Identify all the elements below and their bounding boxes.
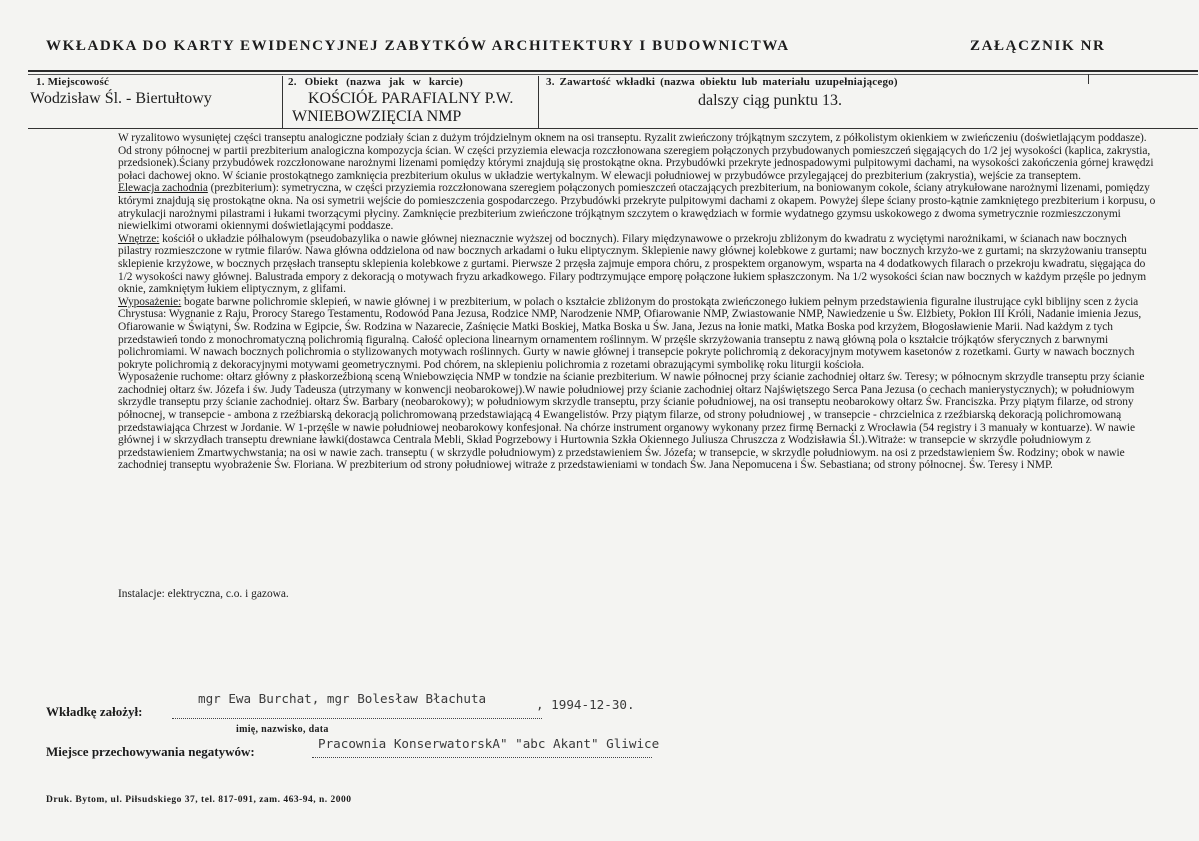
heading-elewacja: Elewacja zachodnia: [118, 182, 208, 195]
object-label: 2. Obiekt (nazwa jak w karcie): [288, 76, 464, 88]
heading-wnetrze: Wnętrze:: [118, 232, 160, 245]
object-value-line1: KOŚCIÓŁ PARAFIALNY P.W.: [308, 90, 514, 107]
header-bottom-rule: [28, 128, 1198, 129]
paragraph-elewacja: [118, 182, 1158, 232]
document-title: WKŁADKA DO KARTY EWIDENCYJNEJ ZABYTKÓW ARCHITEKTURY I BUDOWNICTWA: [46, 38, 790, 54]
annex-label: ZAŁĄCZNIK NR: [970, 38, 1106, 54]
established-value: mgr Ewa Burchat, mgr Bolesław Błachuta: [198, 691, 487, 706]
top-rule: [28, 70, 1198, 72]
object-value-line2: WNIEBOWZIĘCIA NMP: [292, 108, 462, 125]
paragraph-transept: W ryzalitowo wysuniętej części transeptu analogiczne podziały ścian z dużym trójdzielnym oknem na osi transeptu. Ryzalit zwieńczony trójkątnym szczytem, z półkolistym okienkiem w zwieńczeniu (doświetlającym poddasze). Od strony północnej w partii prezbiterium analogiczna kompozycja ścian. W części przyziemia elewacja rozczłonowana szeregiem połączonych przybudowanych pomieszczeń sięgających do 1/2 jej wysokości (kaplica, zakrystia, przedsionek).Ściany przybudówek rozczłonowane narożnymi lizenami pomiędzy którymi znajdują się prostokątne okna. Przybudówki przekryte jednospadowymi pulpitowymi dachami, na wysokości zakończenia górnej krawędzi połaci dachowej okno. W ścianie prostokątnego zamknięcia prezbiterium okulus w układzie wertykalnym. W elewacji południowej w przybudówce przylegającej do prezbiterium (zakrystia), wejście za transeptem.: [118, 132, 1154, 182]
content-field: [546, 76, 1106, 128]
heading-wyposazenie: Wyposażenie:: [118, 295, 182, 308]
storage-dotted-line: [312, 757, 652, 758]
text-elewacja: (prezbiterium): symetryczna, w części przyziemia rozczłonowana szeregiem połączonych pomieszczeń otaczających prezbiterium, na boniowanym cokole, ściany atrykułowane narożnymi lizenami, pomiędzy którymi znajdują się prostokątne okna. Na osi symetrii wejście do pomieszczenia gospodarczego. Przybudówki przekryte pulpitowymi dachami z okapem. Powyżej ślepe ściany prosto-kątnie zamkniętego prezbiterium i korpusu, o atrykulacji narożnymi pilastrami i łukami tworzącymi płyciny. Zamknięcie prezbiterium zwieńczone trójkątnym szczytem o krawędziach w formie wydatnego gzymsu uskokowego z dwoma symetrycznie rozmieszczonymi niewielkimi otworami okiennymi doświetlającymi poddasze.: [118, 182, 1156, 233]
content-label: 3. Zawartość wkładki (nazwa obiektu lub materiału uzupełniającego): [546, 76, 898, 88]
text-wyposazenie: bogate barwne polichromie sklepień, w nawie głównej i w prezbiterium, w polach o kształcie zbliżonym do prostokąta zwieńczonego łukiem pełnym przedstawienia figuralne ilustrujące cykl biblijny scen z życia Chrystusa: Wygnanie z Raju, Prorocy Starego Testamentu, Rodowód Pana Jezusa, Rodzice NMP, Narodzenie NMP, Ofiarowanie NMP, Zwiastowanie NMP, Nawiedzenie u Św. Elżbiety, Pokłon III Króli, Nadanie imienia Jezus, Ofiarowanie w Świątyni, Św. Rodzina w Egipcie, Św. Rodzina w Nazarecie, Zaśnięcie Matki Boskiej, Matka Boska u Św. Jana, Jezus na łonie matki, Matka Boska pod krzyżem, Błogosławienie Marii. Nad każdym z tych przedstawień tondo z monochromatyczną polichromią figuralną. Całość opleciona linearnym ornamentem roślinnym. W przęśle skrzyżowania transeptu z nawą główną pola o kształcie trójkątów sferycznych z barwnymi polichromiami. W nawach bocznych polichromia o stylizowanych motywach roślinnych. Gurty w nawie głównej i transepcie pokryte polichromią z dekoracyjnym motywem kasetonów z rozetkami. Gurty w nawach bocznych pokryte polichromią z dekoracyjnymi motywami geometrycznymi. Pod chórem, na sklepieniu polichromia z rozetami obrazującymi symbolikę roku liturgii kościoła.: [118, 295, 1142, 371]
storage-label: Miejsce przechowywania negatywów:: [46, 744, 255, 759]
location-label: 1. Miejscowość: [36, 76, 110, 88]
printer-note: Druk. Bytom, ul. Piłsudskiego 37, tel. 817-091, zam. 463-94, n. 2000: [46, 795, 352, 805]
paragraph-ruchome: Wyposażenie ruchome: ołtarz główny z płaskorzeźbioną sceną Wniebowzięcia NMP w tondzie na ścianie prezbiterium. W nawie północnej przy ścianie zachodniej ołtarz św. Teresy; w północnym skrzydle transeptu przy ścianie zachodniej ołtarz św. Józefa i św. Judy Tadeusza (utrzymany w konwencji neobarokowej).W nawie południowej przy ścianie zachodniej ołtarz Najświętszego Serca Pana Jezusa (o cechach manierystycznych); w południowym skrzydle transeptu przy ścianie zachodniej. ołtarz Św. Barbary (neobarokowy); w południowym skrzydle transeptu, przy ścianie południowej, na osi transeptu neobarokowy ołtarz Św. Franciszka. Przy piątym filarze, od strony północnej, w transepcie - ambona z rzeźbiarską dekoracją polichromowaną przedstawiającą 4 Ewangelistów. Przy piątym filarze, od strony południowej , w transepcie - chrzcielnica z rzeźbiarską dekoracją polichromowaną przedstawiająca Chrzest w Jordanie. W 1-przęśle w nawie południowej neobarokowy konfesjonał. Na chórze instrument organowy wykonany przez firmę Bernacki z Wrocławia (54 registry i 3 manuały w kontuarze). W nawie głównej i w skrzydłach transeptu drewniane ławki(dostawca Centrala Mebli, Skład Pogrzebowy i Hurtownia Szkła Okiennego Juliusza Chruszcza z Wodzisławia Śl.).Witraże: w transepcie w skrzydle południowym z przedstawieniem Zmartwychwstania; na osi w nawie zach. transeptu ( w skrzydle południowym) z przedstawieniem Św. Józefa; w transepcie, w skrzydle południowym. na osi z przedstawieniem Św. Rodziny; obok w nawie zachodniej transeptu wyobrażenie Św. Floriana. W prezbiterium od strony południowej witraże z przedstawieniami w tondach Św. Jana Nepomucena i Św. Sebastiana; od strony północnej. Św. Teresy i NMP.: [118, 371, 1145, 472]
name-date-caption: imię, nazwisko, data: [236, 724, 329, 735]
established-dotted-line: [172, 718, 542, 719]
object-field: [288, 76, 533, 128]
top-rule-thin: [28, 74, 1198, 75]
storage-value: Pracownia KonserwatorskA" "abc Akant" Gliwice: [318, 736, 660, 751]
paragraph-wyposazenie: [118, 296, 1158, 372]
paragraph-wnetrze: [118, 233, 1158, 296]
description-text: [118, 132, 1158, 472]
installations-text: Instalacje: elektryczna, c.o. i gazowa.: [118, 588, 289, 600]
text-wnetrze: kościół o układzie półhalowym (pseudobazylika o nawie głównej nieznacznie wyższej od bocznych). Filary międzynawowe o przekroju zbliżonym do kwadratu z wyciętymi narożnikami, w ścianach naw bocznych pilastry rozmieszczone w rytmie filarów. Nawa główna oddzielona od naw bocznych arkadami o łuku eliptycznym. Sklepienie nawy głównej kolebkowe z gurtami; naw bocznych krzyżo-we z gurtami; na skrzyżowaniu transeptu sklepienie krzyżowe, w bocznych przęsłach transeptu sklepienia kolebkowe z gurtami. Pierwsze 2 przęsła zajmuje empora chóru, z prospektem organowym, wsparta na 4 dodatkowych filarach o przekroju kwadratu, sięgająca do 1/2 wysokości nawy głównej. Balustrada empory z dekoracją o motywach fryzu arkadkowego. Filary podtrzymujące emporę połączone łukiem spłaszczonym. Na 1/2 wysokości ścian naw bocznych w każdym przęśle po jednym oknie, zamkniętym łukiem eliptycznym, z glifami.: [118, 232, 1147, 296]
location-value: Wodzisław Śl. - Biertułtowy: [30, 90, 212, 107]
column-separator: [538, 76, 539, 128]
established-date: , 1994-12-30.: [536, 697, 635, 712]
column-separator: [282, 76, 283, 128]
established-label: Wkładkę założył:: [46, 704, 143, 719]
content-value: dalszy ciąg punktu 13.: [698, 92, 842, 109]
location-field: [30, 76, 280, 128]
